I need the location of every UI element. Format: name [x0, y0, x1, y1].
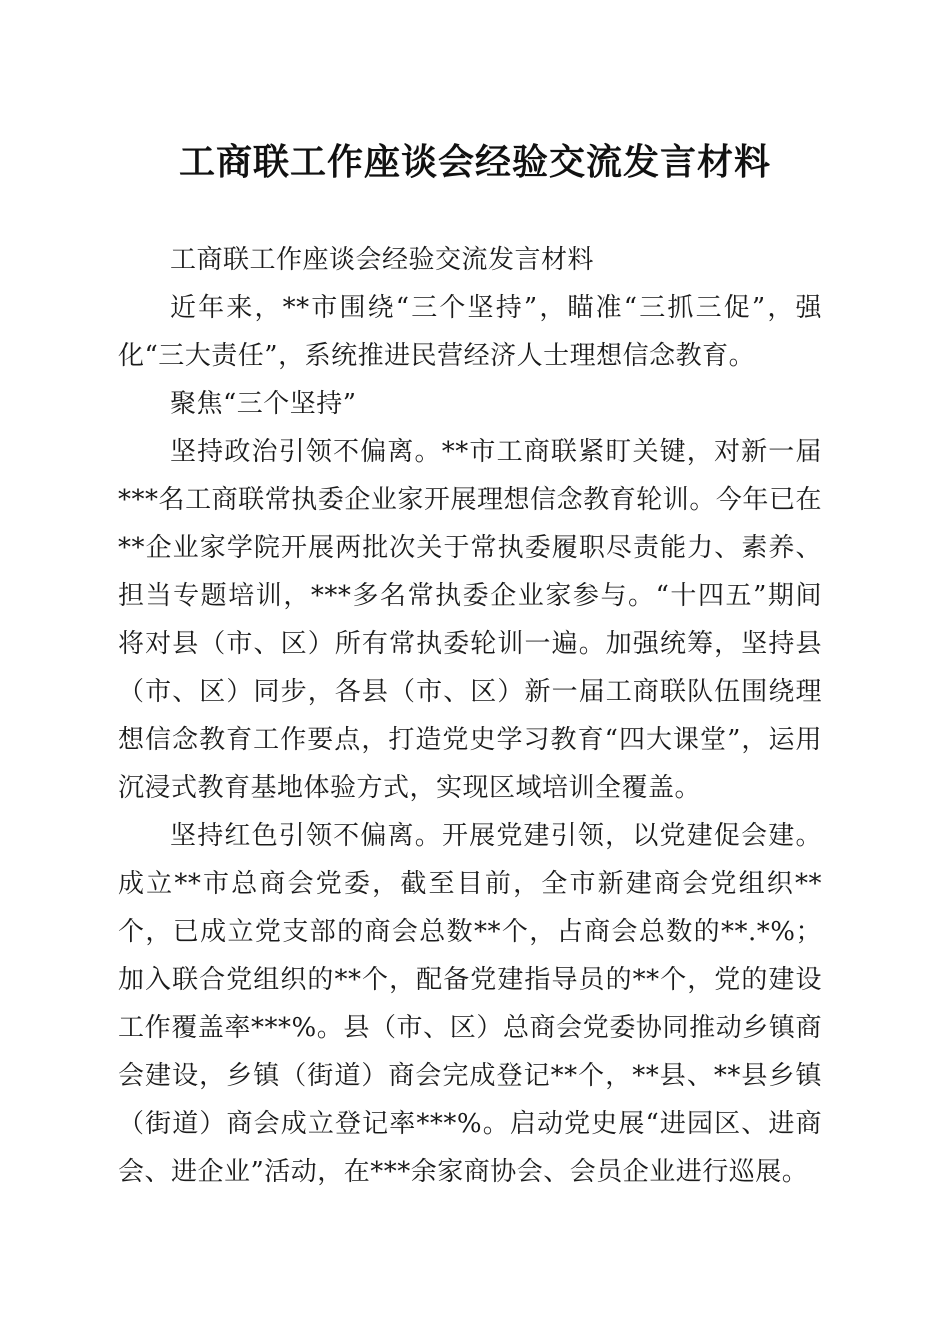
document-body	[118, 236, 822, 1196]
paragraph-political-guidance: 坚持政治引领不偏离。**市工商联紧盯关键，对新一届***名工商联常执委企业家开展理想信念教育轮训。今年已在**企业家学院开展两批次关于常执委履职尽责能力、素养、担当专题培训，***多名常执委企业家参与。“十四五”期间将对县（市、区）所有常执委轮训一遍。加强统筹，坚持县（市、区）同步，各县（市、区）新一届工商联队伍围绕理想信念教育工作要点，打造党史学习教育“四大课堂”，运用沉浸式教育基地体验方式，实现区域培训全覆盖。	[118, 437, 822, 803]
document-title: 工商联工作座谈会经验交流发言材料	[178, 141, 771, 183]
paragraph-intro: 近年来，**市围绕“三个坚持”，瞄准“三抓三促”，强化“三大责任”，系统推进民营经济人士理想信念教育。	[118, 293, 822, 371]
paragraph-red-guidance: 坚持红色引领不偏离。开展党建引领，以党建促会建。成立**市总商会党委，截至目前，全市新建商会党组织**个，已成立党支部的商会总数**个，占商会总数的**.*%；加入联合党组织的**个，配备党建指导员的**个，党的建设工作覆盖率***%。县（市、区）总商会党委协同推动乡镇商会建设，乡镇（街道）商会完成登记**个，**县、**县乡镇（街道）商会成立登记率***%。启动党史展“进园区、进商会、进企业”活动，在***余家商协会、会员企业进行巡展。	[118, 821, 822, 1187]
paragraph-section-heading: 聚焦“三个坚持”	[170, 389, 357, 419]
paragraph-subtitle: 工商联工作座谈会经验交流发言材料	[170, 245, 595, 275]
